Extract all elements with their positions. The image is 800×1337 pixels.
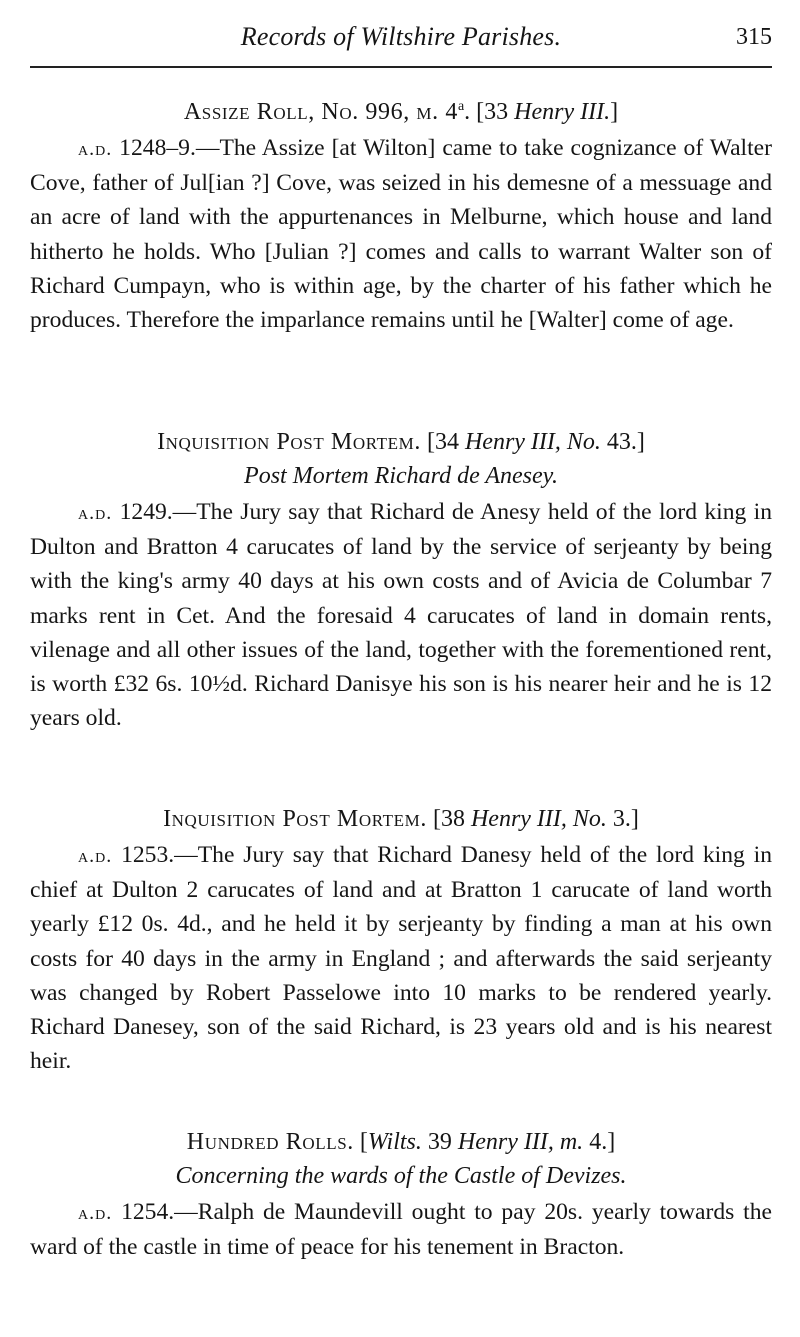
entry-date-label: a.d. bbox=[78, 1202, 113, 1224]
heading-title: Inquisition Post Mortem. bbox=[157, 429, 421, 455]
heading-ref-reign: Henry III, No. bbox=[470, 806, 607, 832]
section-assize-roll bbox=[30, 95, 772, 337]
entry-text: 1253.—The Jury say that Richard Danesy held of the lord king in chief at Dulton 2 carucates of land and at Bratton 1 carucate of land worth yearly £12 0s. 4d., and he held it by serjeanty by finding a man at his own costs for 40 days in the army in England ; and afterwards the said serjeanty was changed by Robert Passelowe into 10 marks to be rendered yearly. Richard Danesey, son of the said Richard, is 23 years old and is his nearest heir. bbox=[30, 842, 772, 1075]
entry-date-label: a.d. bbox=[78, 502, 113, 524]
page-number: 315 bbox=[736, 24, 772, 50]
heading-ref-reign: Henry III, No. bbox=[464, 429, 601, 455]
section-heading bbox=[30, 802, 772, 836]
heading-ref-mid: 39 bbox=[421, 1129, 458, 1155]
heading-ref-close: 4.] bbox=[583, 1129, 616, 1155]
entry-date-label: a.d. bbox=[78, 138, 113, 160]
entry-paragraph bbox=[30, 1195, 772, 1264]
section-inquisition-1249 bbox=[30, 425, 772, 735]
section-heading bbox=[30, 425, 772, 459]
entry-text: 1249.—The Jury say that Richard de Anesy held of the lord king in Dulton and Bratton 4 carucates of land by the service of serjeanty by being with the king's army 40 days at his own costs and of Avicia de Columbar 7 marks rent in Cet. And the foresaid 4 carucates of land in domain rents, vilenage and all other issues of the land, together with the forementioned rent, is worth £32 6s. 10½d. Richard Danisye his son is his nearer heir and he is 12 years old. bbox=[30, 499, 772, 732]
heading-ref-county: Wilts. bbox=[367, 1129, 422, 1155]
section-subheading: Concerning the wards of the Castle of Devizes. bbox=[175, 1163, 627, 1189]
entry-date-label: a.d. bbox=[78, 845, 113, 867]
section-hundred-rolls bbox=[30, 1125, 772, 1264]
running-title: Records of Wiltshire Parishes. bbox=[240, 22, 562, 51]
heading-title: Assize Roll, No. 996, m. 4 bbox=[183, 99, 458, 125]
heading-ref-open: [38 bbox=[426, 806, 471, 832]
section-inquisition-1253 bbox=[30, 802, 772, 1078]
entry-paragraph bbox=[30, 495, 772, 735]
entry-text: 1254.—Ralph de Maundevill ought to pay 20s. yearly towards the ward of the castle in time of peace for his tenement in Bracton. bbox=[30, 1199, 772, 1261]
entry-text: 1248–9.—The Assize [at Wilton] came to take cognizance of Walter Cove, father of Jul[ian ?] Cove, was seized in his demesne of a messuage and an acre of land with the appurtenances in Melburne, which house and land hitherto he holds. Who [Julian ?] comes and calls to warrant Walter son of Richard Cumpayn, who is within age, by the charter of his father which he produces. Therefore the imparlance remains until he [Walter] come of age. bbox=[30, 135, 772, 334]
heading-ref-open: [34 bbox=[420, 429, 465, 455]
entry-paragraph bbox=[30, 131, 772, 337]
header-rule bbox=[30, 66, 772, 68]
heading-ref-close: 3.] bbox=[606, 806, 639, 832]
heading-title: Inquisition Post Mortem. bbox=[163, 806, 427, 832]
running-head bbox=[30, 22, 772, 56]
heading-ref-reign: Henry III, m. bbox=[457, 1129, 584, 1155]
heading-ref-close: 43.] bbox=[600, 429, 645, 455]
heading-title: Hundred Rolls. bbox=[186, 1129, 354, 1155]
heading-ref-close: ] bbox=[610, 99, 619, 125]
section-heading bbox=[30, 95, 772, 129]
section-subheading: Post Mortem Richard de Anesey. bbox=[244, 463, 558, 489]
heading-ref-open: [ bbox=[353, 1129, 368, 1155]
heading-superscript: a bbox=[457, 99, 465, 114]
entry-paragraph bbox=[30, 838, 772, 1078]
heading-ref-open: . [33 bbox=[464, 99, 515, 125]
heading-ref-reign: Henry III. bbox=[514, 99, 611, 125]
section-heading bbox=[30, 1125, 772, 1159]
